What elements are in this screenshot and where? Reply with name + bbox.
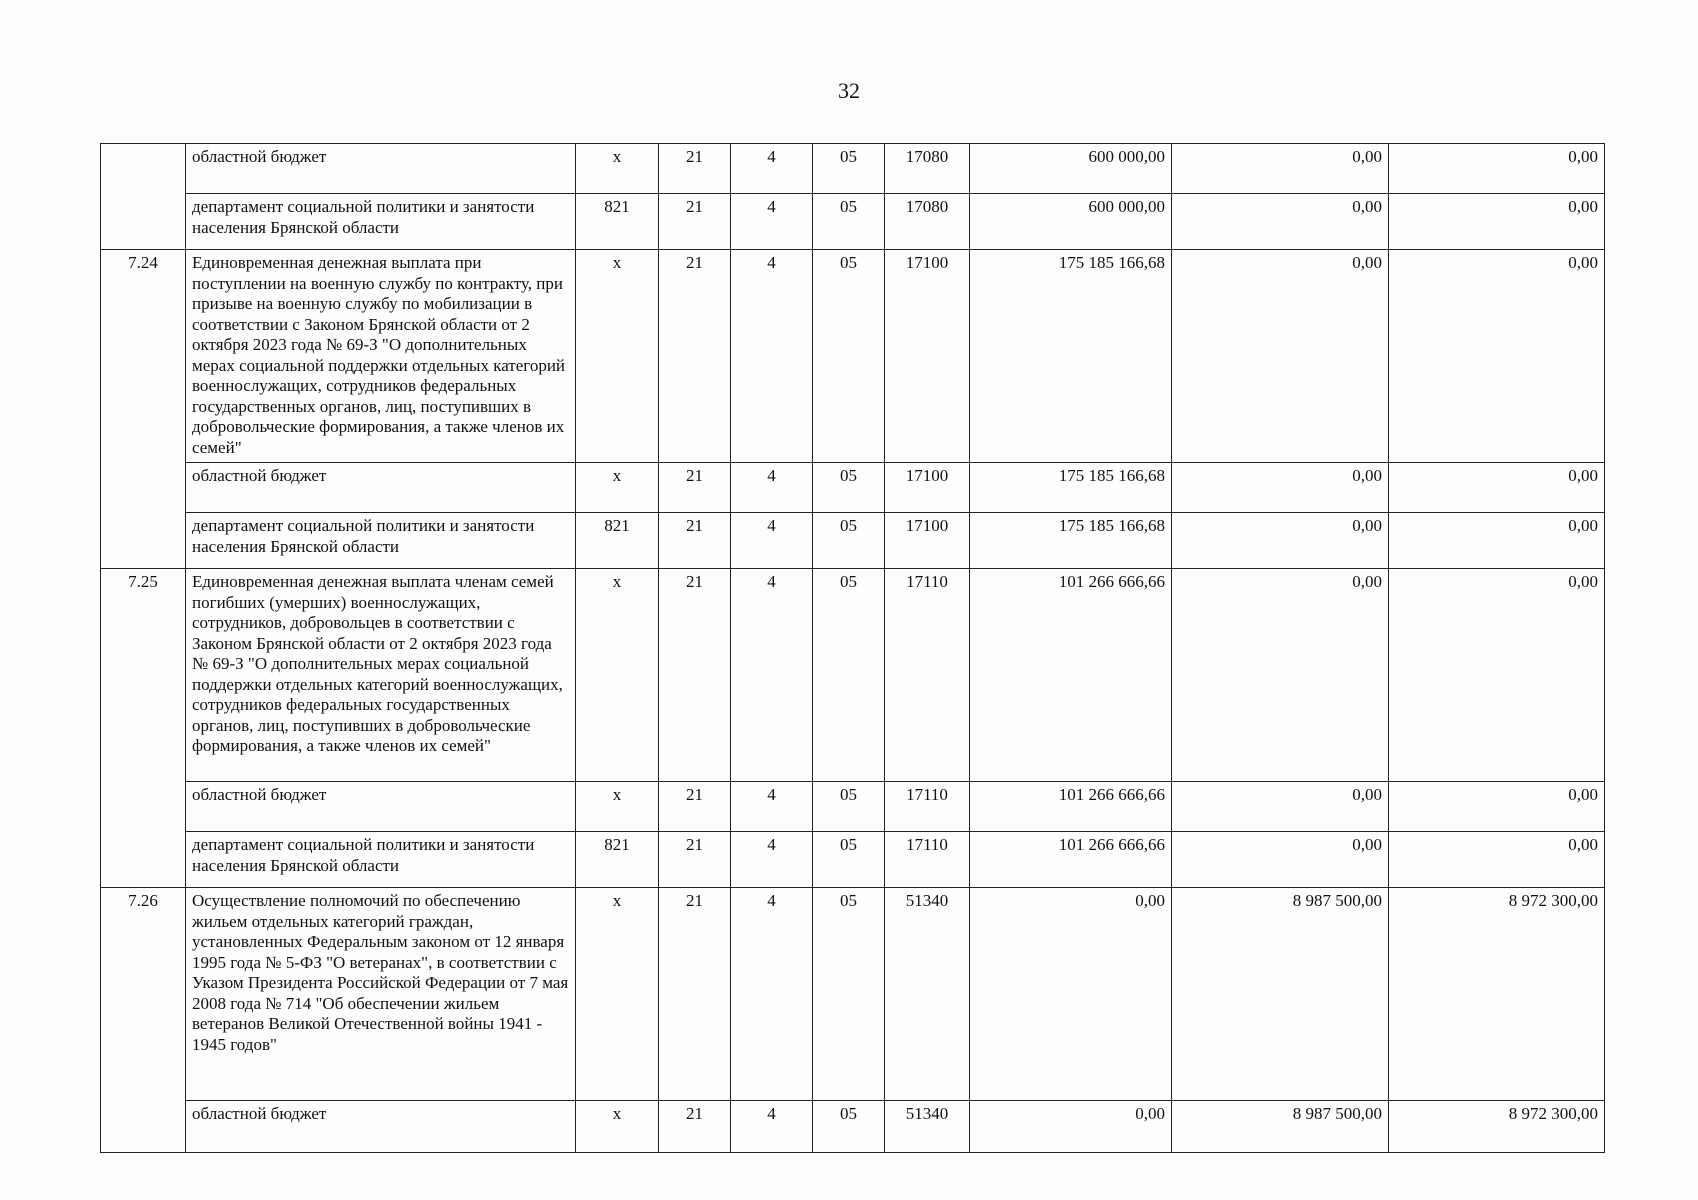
cell-code-1: x bbox=[576, 569, 659, 782]
cell-amount-1: 101 266 666,66 bbox=[970, 782, 1172, 832]
row-name: департамент социальной политики и занятости населения Брянской области bbox=[186, 194, 576, 250]
cell-code-5: 17110 bbox=[885, 782, 970, 832]
table-row bbox=[101, 888, 1605, 1101]
cell-amount-3: 8 972 300,00 bbox=[1389, 888, 1605, 1101]
cell-amount-3: 0,00 bbox=[1389, 782, 1605, 832]
cell-code-1: x bbox=[576, 1101, 659, 1153]
row-number: 7.24 bbox=[101, 250, 186, 569]
cell-amount-3: 0,00 bbox=[1389, 250, 1605, 463]
cell-code-4: 05 bbox=[813, 832, 885, 888]
cell-amount-2: 0,00 bbox=[1172, 194, 1389, 250]
cell-code-5: 17080 bbox=[885, 194, 970, 250]
cell-code-4: 05 bbox=[813, 194, 885, 250]
cell-code-3: 4 bbox=[731, 513, 813, 569]
table-row bbox=[101, 1101, 1605, 1153]
budget-table bbox=[100, 143, 1605, 1153]
cell-amount-3: 0,00 bbox=[1389, 194, 1605, 250]
cell-code-4: 05 bbox=[813, 513, 885, 569]
table-row bbox=[101, 832, 1605, 888]
cell-amount-1: 175 185 166,68 bbox=[970, 463, 1172, 513]
table-row bbox=[101, 569, 1605, 782]
row-number bbox=[101, 144, 186, 250]
cell-code-2: 21 bbox=[659, 782, 731, 832]
row-name: Единовременная денежная выплата при поступлении на военную службу по контракту, при призыве на военную службу по мобилизации в соответствии с Законом Брянской области от 2 октября 2023 года № 69-З "О дополнительных мерах социальной поддержки отдельных категорий военнослужащих, сотрудников федеральных государственных органов, лиц, поступивших в добровольческие формирования, а также членов их семей" bbox=[186, 250, 576, 463]
cell-amount-1: 175 185 166,68 bbox=[970, 513, 1172, 569]
table-row bbox=[101, 250, 1605, 463]
table-row bbox=[101, 782, 1605, 832]
cell-code-3: 4 bbox=[731, 888, 813, 1101]
row-name: департамент социальной политики и занятости населения Брянской области bbox=[186, 513, 576, 569]
cell-code-2: 21 bbox=[659, 194, 731, 250]
cell-amount-1: 0,00 bbox=[970, 1101, 1172, 1153]
cell-code-3: 4 bbox=[731, 194, 813, 250]
cell-code-4: 05 bbox=[813, 1101, 885, 1153]
cell-code-5: 17100 bbox=[885, 250, 970, 463]
cell-code-2: 21 bbox=[659, 144, 731, 194]
cell-amount-2: 0,00 bbox=[1172, 832, 1389, 888]
cell-code-5: 17110 bbox=[885, 569, 970, 782]
row-name: департамент социальной политики и занятости населения Брянской области bbox=[186, 832, 576, 888]
cell-amount-2: 8 987 500,00 bbox=[1172, 888, 1389, 1101]
cell-code-2: 21 bbox=[659, 569, 731, 782]
cell-amount-2: 0,00 bbox=[1172, 463, 1389, 513]
row-name: областной бюджет bbox=[186, 144, 576, 194]
row-name: областной бюджет bbox=[186, 463, 576, 513]
row-number: 7.26 bbox=[101, 888, 186, 1153]
cell-code-4: 05 bbox=[813, 782, 885, 832]
cell-amount-3: 0,00 bbox=[1389, 832, 1605, 888]
cell-code-1: 821 bbox=[576, 513, 659, 569]
cell-amount-3: 0,00 bbox=[1389, 144, 1605, 194]
cell-code-4: 05 bbox=[813, 463, 885, 513]
cell-code-2: 21 bbox=[659, 463, 731, 513]
cell-code-1: x bbox=[576, 250, 659, 463]
cell-code-5: 17100 bbox=[885, 513, 970, 569]
cell-code-2: 21 bbox=[659, 888, 731, 1101]
cell-code-3: 4 bbox=[731, 250, 813, 463]
page-number: 32 bbox=[838, 78, 860, 103]
cell-amount-3: 8 972 300,00 bbox=[1389, 1101, 1605, 1153]
cell-code-4: 05 bbox=[813, 569, 885, 782]
row-number: 7.25 bbox=[101, 569, 186, 888]
table-row bbox=[101, 194, 1605, 250]
cell-code-1: x bbox=[576, 144, 659, 194]
cell-code-4: 05 bbox=[813, 250, 885, 463]
cell-code-2: 21 bbox=[659, 1101, 731, 1153]
cell-amount-2: 0,00 bbox=[1172, 782, 1389, 832]
cell-code-3: 4 bbox=[731, 144, 813, 194]
cell-code-3: 4 bbox=[731, 463, 813, 513]
table-row bbox=[101, 144, 1605, 194]
cell-amount-2: 0,00 bbox=[1172, 144, 1389, 194]
cell-code-2: 21 bbox=[659, 832, 731, 888]
cell-amount-1: 101 266 666,66 bbox=[970, 569, 1172, 782]
cell-code-4: 05 bbox=[813, 144, 885, 194]
cell-amount-1: 600 000,00 bbox=[970, 144, 1172, 194]
cell-amount-1: 101 266 666,66 bbox=[970, 832, 1172, 888]
row-name: областной бюджет bbox=[186, 782, 576, 832]
cell-code-5: 51340 bbox=[885, 1101, 970, 1153]
cell-code-5: 51340 bbox=[885, 888, 970, 1101]
cell-amount-1: 175 185 166,68 bbox=[970, 250, 1172, 463]
cell-amount-2: 0,00 bbox=[1172, 513, 1389, 569]
row-name: областной бюджет bbox=[186, 1101, 576, 1153]
cell-code-2: 21 bbox=[659, 250, 731, 463]
cell-code-3: 4 bbox=[731, 782, 813, 832]
cell-amount-1: 0,00 bbox=[970, 888, 1172, 1101]
row-name: Осуществление полномочий по обеспечению жильем отдельных категорий граждан, установленных Федеральным законом от 12 января 1995 года № 5-ФЗ "О ветеранах", в соответствии с Указом Президента Российской Федерации от 7 мая 2008 года № 714 "Об обеспечении жильем ветеранов Великой Отечественной войны 1941 - 1945 годов" bbox=[186, 888, 576, 1101]
cell-code-5: 17110 bbox=[885, 832, 970, 888]
cell-code-2: 21 bbox=[659, 513, 731, 569]
table-row bbox=[101, 463, 1605, 513]
cell-amount-1: 600 000,00 bbox=[970, 194, 1172, 250]
table-row bbox=[101, 513, 1605, 569]
cell-amount-2: 0,00 bbox=[1172, 569, 1389, 782]
cell-code-1: 821 bbox=[576, 832, 659, 888]
cell-code-5: 17100 bbox=[885, 463, 970, 513]
cell-amount-3: 0,00 bbox=[1389, 463, 1605, 513]
cell-code-1: 821 bbox=[576, 194, 659, 250]
cell-code-3: 4 bbox=[731, 832, 813, 888]
cell-amount-3: 0,00 bbox=[1389, 513, 1605, 569]
cell-amount-2: 0,00 bbox=[1172, 250, 1389, 463]
cell-code-4: 05 bbox=[813, 888, 885, 1101]
cell-code-1: x bbox=[576, 888, 659, 1101]
cell-code-5: 17080 bbox=[885, 144, 970, 194]
cell-code-3: 4 bbox=[731, 1101, 813, 1153]
cell-code-1: x bbox=[576, 463, 659, 513]
row-name: Единовременная денежная выплата членам семей погибших (умерших) военнослужащих, сотрудников, добровольцев в соответствии с Законом Брянской области от 2 октября 2023 года № 69-З "О дополнительных мерах социальной поддержки отдельных категорий военнослужащих, сотрудников федеральных государственных органов, лиц, поступивших в добровольческие формирования, а также членов их семей" bbox=[186, 569, 576, 782]
cell-code-1: x bbox=[576, 782, 659, 832]
cell-amount-3: 0,00 bbox=[1389, 569, 1605, 782]
cell-amount-2: 8 987 500,00 bbox=[1172, 1101, 1389, 1153]
cell-code-3: 4 bbox=[731, 569, 813, 782]
